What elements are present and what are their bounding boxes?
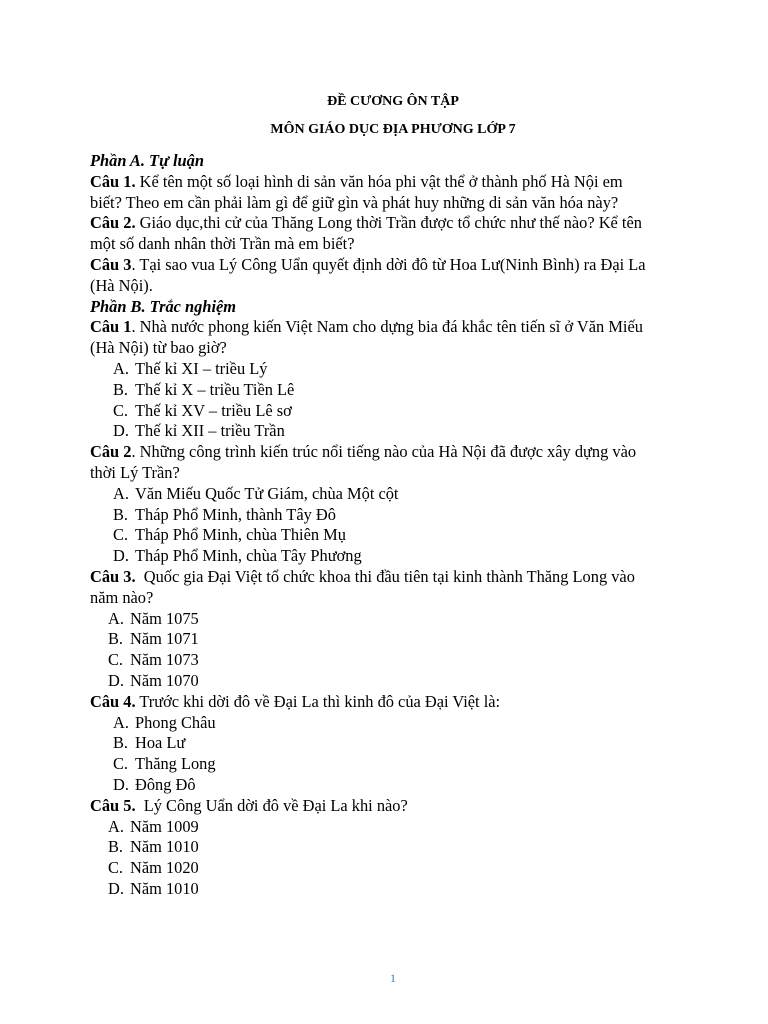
answer-option-c: C. Tháp Phổ Minh, chùa Thiên Mụ <box>113 525 346 545</box>
answer-option-b: B. Năm 1010 <box>108 837 199 857</box>
question-text: một số danh nhân thời Trần mà em biết? <box>90 234 355 254</box>
question-text: Giáo dục,thi cử của Thăng Long thời Trần được tổ chức như thế nào? Kể tên <box>135 213 642 233</box>
question-text: Trước khi dời đô về Đại La thì kinh đô của Đại Việt là: <box>135 691 501 711</box>
answer-option-c: C. Năm 1020 <box>108 858 199 878</box>
answer-option-a: A. Năm 1075 <box>108 608 199 628</box>
essay-question-2 <box>90 213 710 255</box>
question-label: Câu 3. <box>90 566 136 586</box>
answer-option-c: C. Năm 1073 <box>108 650 199 670</box>
question-label: Câu 5. <box>90 795 136 815</box>
document-title: ĐỀ CƯƠNG ÔN TẬP <box>327 94 459 109</box>
question-text: Quốc gia Đại Việt tổ chức khoa thi đầu tiên tại kinh thành Thăng Long vào <box>135 566 635 586</box>
mcq-question-2 <box>90 442 710 567</box>
document-subtitle: MÔN GIÁO DỤC ĐỊA PHƯƠNG LỚP 7 <box>270 122 516 137</box>
mcq-question-1 <box>90 317 710 442</box>
question-text: thời Lý Trần? <box>90 462 180 482</box>
question-label: Câu 4. <box>90 691 136 711</box>
mcq-question-4 <box>90 692 710 796</box>
mcq-question-3 <box>90 567 710 692</box>
page-number: 1 <box>390 971 396 985</box>
question-text: biết? Theo em cần phải làm gì để giữ gìn và phát huy những di sản văn hóa này? <box>90 192 619 212</box>
section-heading-multiple-choice: Phần B. Trắc nghiệm <box>90 296 237 316</box>
answer-option-a: A. Thế kỉ XI – triều Lý <box>113 358 268 378</box>
answer-option-b: B. Tháp Phổ Minh, thành Tây Đô <box>113 504 336 524</box>
question-text: (Hà Nội) từ bao giờ? <box>90 338 227 358</box>
question-label: Câu 2. <box>90 213 136 233</box>
answer-option-a: A. Năm 1009 <box>108 816 199 836</box>
question-text: năm nào? <box>90 587 154 607</box>
question-label: Câu 1. <box>90 171 136 191</box>
answer-option-b: B. Thế kỉ X – triều Tiền Lê <box>113 379 295 399</box>
question-text: Lý Công Uẩn dời đô về Đại La khi nào? <box>135 795 408 815</box>
question-label: Câu 3 <box>90 254 132 274</box>
question-label: Câu 2 <box>90 442 132 462</box>
answer-option-b: B. Năm 1071 <box>108 629 199 649</box>
essay-question-1 <box>90 172 710 214</box>
answer-option-d: D. Đông Đô <box>113 774 196 794</box>
mcq-question-5 <box>90 796 710 900</box>
answer-option-d: D. Năm 1070 <box>108 670 199 690</box>
question-text: . Tại sao vua Lý Công Uẩn quyết định dời đô từ Hoa Lư(Ninh Bình) ra Đại La <box>131 254 646 274</box>
document-body <box>90 151 710 900</box>
question-text: . Những công trình kiến trúc nổi tiếng nào của Hà Nội đã được xây dựng vào <box>131 442 637 462</box>
answer-option-d: D. Năm 1010 <box>108 878 199 898</box>
question-text: . Nhà nước phong kiến Việt Nam cho dựng bia đá khắc tên tiến sĩ ở Văn Miếu <box>131 317 643 337</box>
answer-option-c: C. Thăng Long <box>113 754 216 774</box>
essay-question-3 <box>90 255 710 297</box>
answer-option-a: A. Văn Miếu Quốc Tử Giám, chùa Một cột <box>113 483 399 503</box>
answer-option-d: D. Thế kỉ XII – triều Trần <box>113 421 285 441</box>
answer-option-b: B. Hoa Lư <box>113 733 186 753</box>
question-text: Kể tên một số loại hình di sản văn hóa phi vật thể ở thành phố Hà Nội em <box>135 171 623 191</box>
section-heading-essay: Phần A. Tự luận <box>90 151 204 170</box>
answer-option-c: C. Thế kỉ XV – triều Lê sơ <box>113 400 292 420</box>
answer-option-d: D. Tháp Phổ Minh, chùa Tây Phương <box>113 546 362 566</box>
question-label: Câu 1 <box>90 317 132 337</box>
question-text: (Hà Nội). <box>90 275 153 295</box>
answer-option-a: A. Phong Châu <box>113 712 216 732</box>
